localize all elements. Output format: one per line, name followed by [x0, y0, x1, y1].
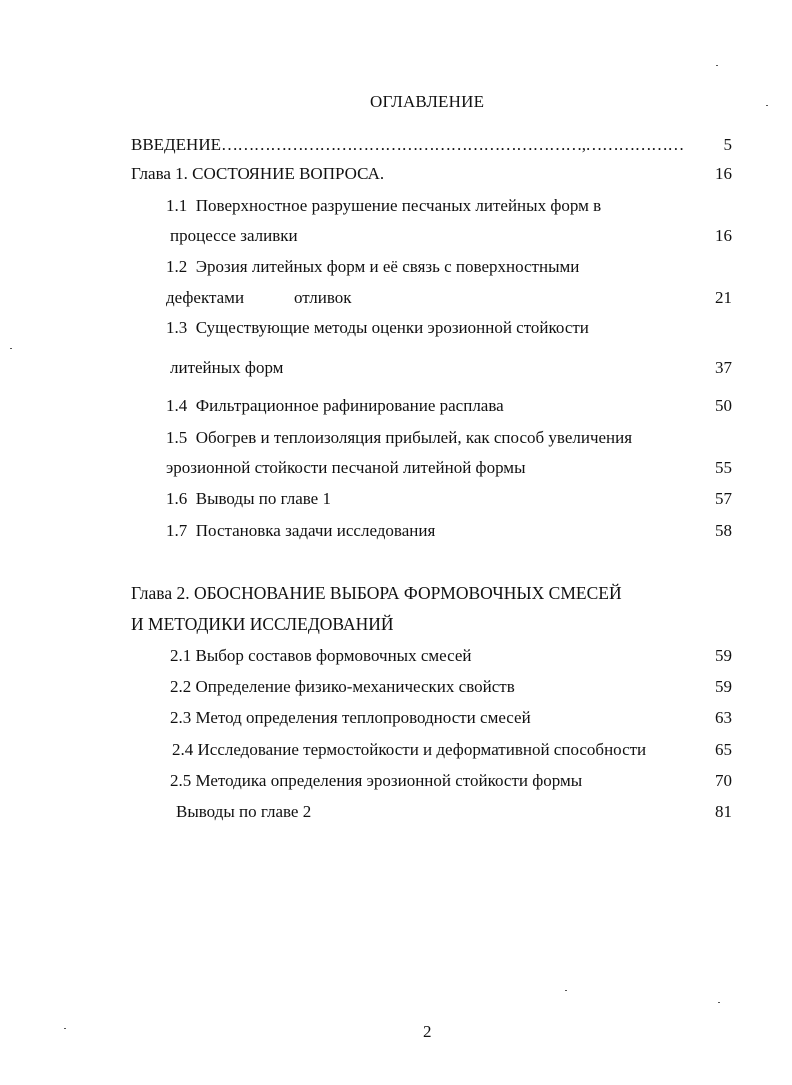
toc-chapter-2-heading-cont: И МЕТОДИКИ ИССЛЕДОВАНИЙ [131, 614, 394, 634]
toc-page-2-conclusions: 81 [715, 802, 732, 821]
toc-page-2-3: 63 [715, 708, 732, 727]
toc-entry-2-4[interactable]: 2.4 Исследование термостойкости и деформативной способности [172, 740, 647, 759]
toc-entry-2-conclusions[interactable]: Выводы по главе 2 [176, 802, 312, 821]
toc-entry-1-6[interactable] [166, 489, 331, 509]
toc-page-1-2: 21 [715, 288, 732, 307]
section-number: 1.5 [166, 428, 188, 447]
section-title: Выводы по главе 1 [195, 489, 331, 508]
toc-entry-1-5[interactable] [166, 428, 632, 448]
toc-page-1-1: 16 [715, 226, 732, 245]
toc-page-2-5: 70 [715, 771, 732, 790]
section-number: 1.7 [166, 521, 188, 540]
toc-entry-intro[interactable] [131, 135, 684, 155]
toc-entry-1-7[interactable] [166, 521, 435, 541]
toc-page-1-4: 50 [715, 396, 732, 415]
toc-entry-1-3[interactable] [166, 318, 589, 338]
toc-entry-1-2-cont-a: дефектами [166, 288, 245, 307]
scan-speck [766, 105, 768, 106]
toc-page-intro: 5 [723, 135, 732, 154]
toc-leader-dots: …………………………………………………………,……………… [220, 135, 684, 154]
toc-page-1-5: 55 [715, 458, 732, 477]
toc-page-chapter-1: 16 [715, 164, 732, 183]
toc-chapter-2-heading[interactable]: Глава 2. ОБОСНОВАНИЕ ВЫБОРА ФОРМОВОЧНЫХ СМЕСЕЙ [131, 583, 622, 603]
section-title: Фильтрационное рафинирование расплава [195, 396, 504, 415]
scan-speck [565, 990, 567, 991]
toc-entry-2-5[interactable]: 2.5 Методика определения эрозионной стойкости формы [170, 771, 583, 790]
toc-entry-intro-label: ВВЕДЕНИЕ [131, 135, 221, 154]
toc-entry-2-1[interactable]: 2.1 Выбор составов формовочных смесей [170, 646, 472, 665]
section-number: 1.3 [166, 318, 188, 337]
scan-speck [10, 348, 12, 349]
toc-entry-1-5-cont: эрозионной стойкости песчаной литейной формы [166, 458, 526, 477]
section-number: 1.1 [166, 196, 188, 215]
page-title: ОГЛАВЛЕНИЕ [370, 92, 485, 111]
scan-speck [716, 65, 718, 66]
section-number: 1.4 [166, 396, 188, 415]
toc-entry-1-4[interactable] [166, 396, 504, 416]
section-number: 1.2 [166, 257, 188, 276]
toc-entry-1-2-cont-b: отливок [294, 288, 352, 307]
section-title: Постановка задачи исследования [195, 521, 436, 540]
toc-page-2-1: 59 [715, 646, 732, 665]
toc-page-1-3: 37 [715, 358, 732, 377]
toc-page-1-6: 57 [715, 489, 732, 508]
toc-chapter-1-heading[interactable]: Глава 1. СОСТОЯНИЕ ВОПРОСА. [131, 164, 385, 183]
toc-entry-2-2[interactable]: 2.2 Определение физико-механических свойств [170, 677, 515, 696]
section-title: Обогрев и теплоизоляция прибылей, как способ увеличения [195, 428, 633, 447]
toc-entry-1-1[interactable] [166, 196, 601, 216]
toc-page-2-2: 59 [715, 677, 732, 696]
scan-speck [718, 1002, 720, 1003]
section-number: 1.6 [166, 489, 188, 508]
toc-entry-1-1-cont: процессе заливки [170, 226, 298, 245]
section-title: Поверхностное разрушение песчаных литейных форм в [195, 196, 602, 215]
page-number: 2 [423, 1022, 432, 1041]
section-title: Эрозия литейных форм и её связь с поверхностными [195, 257, 580, 276]
toc-entry-1-3-cont: литейных форм [170, 358, 284, 377]
toc-entry-1-2[interactable] [166, 257, 579, 277]
scan-speck [64, 1028, 66, 1029]
toc-page-1-7: 58 [715, 521, 732, 540]
section-title: Существующие методы оценки эрозионной стойкости [195, 318, 589, 337]
toc-entry-2-3[interactable]: 2.3 Метод определения теплопроводности смесей [170, 708, 531, 727]
toc-page-2-4: 65 [715, 740, 732, 759]
